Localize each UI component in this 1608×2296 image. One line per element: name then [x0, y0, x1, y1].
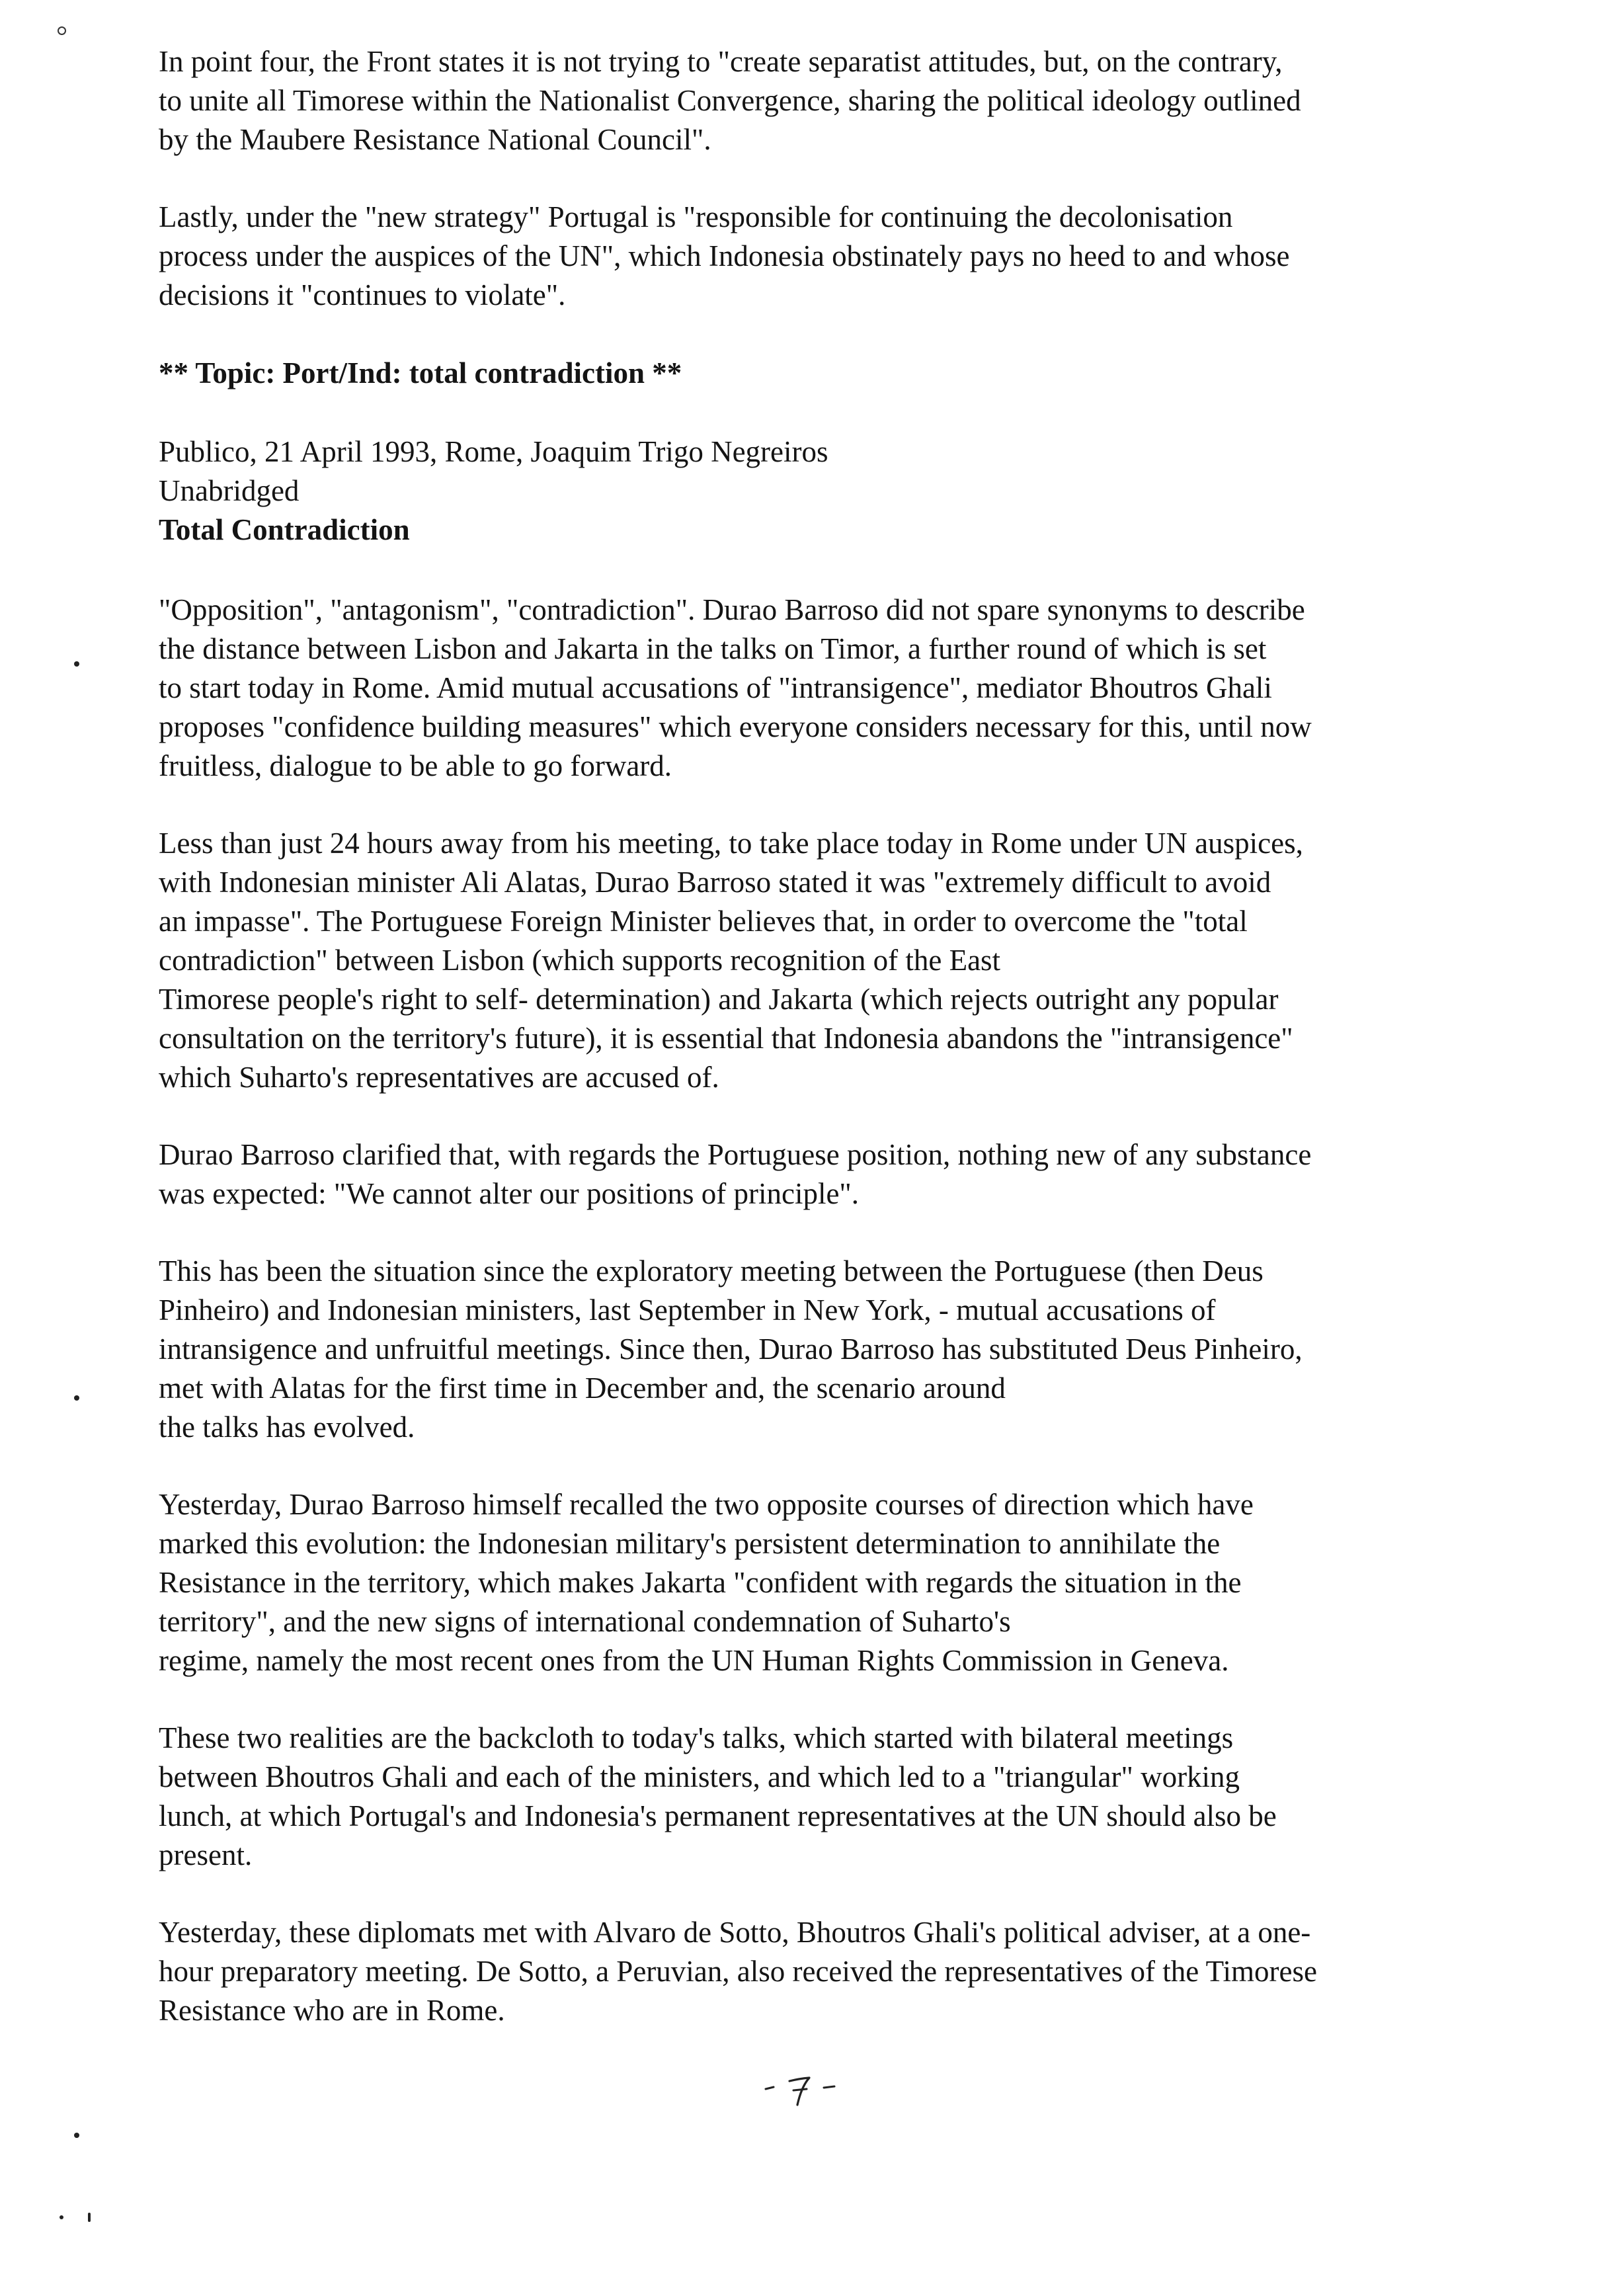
text-line: to start today in Rome. Amid mutual accusations of "intransigence", mediator Bhoutros Ghali: [159, 671, 1272, 704]
text-line: with Indonesian minister Ali Alatas, Durao Barroso stated it was "extremely difficult to avoid: [159, 866, 1271, 899]
paragraph: [159, 1913, 1458, 2030]
text-line: Pinheiro) and Indonesian ministers, last September in New York, - mutual accusations of: [159, 1293, 1216, 1327]
page-number-glyph: [760, 2067, 846, 2113]
paragraph: [159, 824, 1458, 1097]
text-line: an impasse". The Portuguese Foreign Minister believes that, in order to overcome the "total: [159, 905, 1248, 938]
text-line: between Bhoutros Ghali and each of the ministers, and which led to a "triangular" working: [159, 1760, 1240, 1793]
source-note: Unabridged: [159, 474, 300, 507]
paragraph: [159, 1719, 1458, 1875]
text-line: regime, namely the most recent ones from the UN Human Rights Commission in Geneva.: [159, 1644, 1229, 1677]
paragraph: [159, 591, 1458, 786]
text-line: territory", and the new signs of international condemnation of Suharto's: [159, 1605, 1011, 1638]
text-line: by the Maubere Resistance National Council".: [159, 123, 711, 156]
text-line: met with Alatas for the first time in December and, the scenario around: [159, 1372, 1006, 1405]
text-line: Lastly, under the "new strategy" Portugal is "responsible for continuing the decolonisation: [159, 200, 1233, 233]
paragraph: [159, 1252, 1458, 1447]
text-line: These two realities are the backcloth to today's talks, which started with bilateral meetings: [159, 1721, 1234, 1754]
text-line: marked this evolution: the Indonesian military's persistent determination to annihilate the: [159, 1527, 1221, 1560]
text-line: Durao Barroso clarified that, with regards the Portuguese position, nothing new of any substance: [159, 1138, 1312, 1171]
article-title: Total Contradiction: [159, 513, 410, 546]
topic-heading: ** Topic: Port/Ind: total contradiction **: [159, 356, 682, 390]
text-line: present.: [159, 1838, 253, 1871]
text-line: Less than just 24 hours away from his meeting, to take place today in Rome under UN auspices,: [159, 827, 1303, 860]
text-line: hour preparatory meeting. De Sotto, a Peruvian, also received the representatives of the Timorese: [159, 1955, 1317, 1988]
text-line: decisions it "continues to violate".: [159, 278, 566, 311]
paragraph: [159, 1135, 1458, 1213]
margin-dot-mark: [74, 661, 79, 667]
text-line: the distance between Lisbon and Jakarta in the talks on Timor, a further round of which is set: [159, 632, 1267, 665]
margin-dot-mark: [74, 1395, 79, 1401]
text-line: In point four, the Front states it is not trying to "create separatist attitudes, but, on the contrary,: [159, 45, 1283, 78]
text-line: Timorese people's right to self- determination) and Jakarta (which rejects outright any popular: [159, 983, 1279, 1016]
margin-dot-mark: [88, 2213, 91, 2222]
margin-dot-mark: [74, 2133, 79, 2138]
handwritten-page-number: [760, 2067, 846, 2113]
paragraph: [159, 42, 1458, 159]
margin-ring-mark: [58, 26, 66, 35]
text-line: the talks has evolved.: [159, 1411, 415, 1444]
text-line: consultation on the territory's future), it is essential that Indonesia abandons the "intransigence": [159, 1022, 1293, 1055]
text-line: fruitless, dialogue to be able to go forward.: [159, 749, 672, 782]
text-line: which Suharto's representatives are accused of.: [159, 1061, 719, 1094]
text-line: was expected: "We cannot alter our positions of principle".: [159, 1177, 860, 1210]
text-line: process under the auspices of the UN", which Indonesia obstinately pays no heed to and whose: [159, 239, 1290, 272]
text-line: Yesterday, Durao Barroso himself recalled the two opposite courses of direction which have: [159, 1488, 1254, 1521]
text-line: lunch, at which Portugal's and Indonesia's permanent representatives at the UN should also be: [159, 1799, 1277, 1832]
document-body: [159, 42, 1458, 2069]
source-block: [159, 432, 1458, 550]
text-line: Yesterday, these diplomats met with Alvaro de Sotto, Bhoutros Ghali's political adviser, at a one-: [159, 1916, 1311, 1949]
text-line: intransigence and unfruitful meetings. Since then, Durao Barroso has substituted Deus Pinheiro,: [159, 1332, 1303, 1366]
source-line: Publico, 21 April 1993, Rome, Joaquim Trigo Negreiros: [159, 435, 828, 468]
text-line: Resistance who are in Rome.: [159, 1994, 505, 2027]
paragraph: [159, 198, 1458, 315]
text-line: Resistance in the territory, which makes Jakarta "confident with regards the situation in the: [159, 1566, 1242, 1599]
text-line: This has been the situation since the exploratory meeting between the Portuguese (then Deus: [159, 1254, 1264, 1288]
text-line: "Opposition", "antagonism", "contradiction". Durao Barroso did not spare synonyms to describe: [159, 593, 1305, 626]
text-line: contradiction" between Lisbon (which supports recognition of the East: [159, 944, 1001, 977]
text-line: to unite all Timorese within the Nationalist Convergence, sharing the political ideology outlined: [159, 84, 1301, 117]
text-line: proposes "confidence building measures" which everyone considers necessary for this, until now: [159, 710, 1312, 743]
margin-dot-mark: [60, 2215, 63, 2219]
paragraph: [159, 1485, 1458, 1680]
